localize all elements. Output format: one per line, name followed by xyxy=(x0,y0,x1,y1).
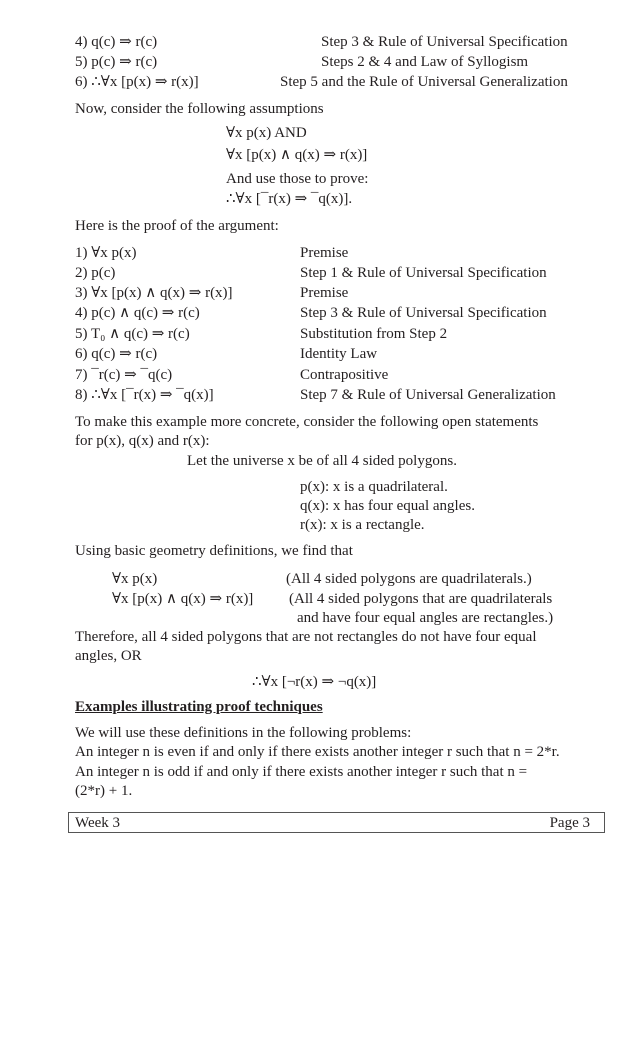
proof-step-reason: Step 1 & Rule of Universal Specification xyxy=(300,265,547,281)
geometry-fact-note: (All 4 sided polygons that are quadrilaterals xyxy=(289,591,553,607)
proof-step-stmt: 7) ¯r(c) ⇒ ¯q(c) xyxy=(75,367,173,383)
assumptions-intro: Now, consider the following assumptions xyxy=(75,101,324,117)
proof-step-stmt: 6) q(c) ⇒ r(c) xyxy=(75,346,158,362)
definitions-line: We will use these definitions in the following problems: xyxy=(75,725,412,741)
concrete-paragraph-line: for p(x), q(x) and r(x): xyxy=(75,433,210,449)
definitions-line: An integer n is even if and only if there exists another integer r such that n = 2*r. xyxy=(75,744,560,760)
proof-step-reason: Premise xyxy=(300,285,349,301)
proof-step-stmt: 8) ∴∀x [¯r(x) ⇒ ¯q(x)] xyxy=(75,387,214,403)
universe-statement: Let the universe x be of all 4 sided polygons. xyxy=(187,453,457,469)
footer-week: Week 3 xyxy=(75,815,121,831)
geometry-fact-stmt: ∀x p(x) xyxy=(112,571,158,587)
top-step-reason: Steps 2 & 4 and Law of Syllogism xyxy=(321,54,529,70)
definitions-line: (2*r) + 1. xyxy=(75,783,133,799)
proof-step-reason: Contrapositive xyxy=(300,367,389,383)
geometry-intro: Using basic geometry definitions, we find that xyxy=(75,543,353,559)
therefore-paragraph-line: Therefore, all 4 sided polygons that are not rectangles do not have four equal xyxy=(75,629,537,645)
top-step-stmt: 4) q(c) ⇒ r(c) xyxy=(75,34,158,50)
proof-step-reason: Premise xyxy=(300,245,349,261)
open-statement: p(x): x is a quadrilateral. xyxy=(300,479,448,495)
therefore-paragraph-line: angles, OR xyxy=(75,648,142,664)
proof-step-reason: Substitution from Step 2 xyxy=(300,326,448,342)
assumption-line: ∀x p(x) AND xyxy=(226,125,307,141)
top-step-reason: Step 5 and the Rule of Universal Generalization xyxy=(280,74,568,90)
geometry-fact-note: (All 4 sided polygons are quadrilaterals.) xyxy=(286,571,532,587)
use-to-prove: And use those to prove: xyxy=(226,171,369,187)
proof-step-stmt: 4) p(c) ∧ q(c) ⇒ r(c) xyxy=(75,305,200,321)
open-statement: r(x): x is a rectangle. xyxy=(300,517,425,533)
assumption-line: ∀x [p(x) ∧ q(x) ⇒ r(x)] xyxy=(226,147,368,163)
footer-page-number: Page 3 xyxy=(549,815,590,831)
open-statement: q(x): x has four equal angles. xyxy=(300,498,475,514)
page-footer xyxy=(68,812,605,833)
proof-intro: Here is the proof of the argument: xyxy=(75,218,279,234)
top-step-stmt: 5) p(c) ⇒ r(c) xyxy=(75,54,158,70)
proof-step-reason: Step 3 & Rule of Universal Specification xyxy=(300,305,547,321)
proof-step-stmt: 3) ∀x [p(x) ∧ q(x) ⇒ r(x)] xyxy=(75,285,233,301)
conclusion-statement: ∴∀x [¬r(x) ⇒ ¬q(x)] xyxy=(252,674,377,690)
proof-step-stmt: 2) p(c) xyxy=(75,265,116,281)
concrete-paragraph-line: To make this example more concrete, consider the following open statements xyxy=(75,414,539,430)
geometry-fact-note-continued: and have four equal angles are rectangles.) xyxy=(297,610,554,626)
proof-step-stmt: 5) T₀ ∧ q(c) ⇒ r(c) xyxy=(75,326,190,342)
section-heading: Examples illustrating proof techniques xyxy=(75,699,323,715)
proof-step-stmt: 1) ∀x p(x) xyxy=(75,245,137,261)
definitions-line: An integer n is odd if and only if there exists another integer r such that n = xyxy=(75,764,528,780)
geometry-fact-stmt: ∀x [p(x) ∧ q(x) ⇒ r(x)] xyxy=(112,591,254,607)
top-step-stmt: 6) ∴∀x [p(x) ⇒ r(x)] xyxy=(75,74,199,90)
top-step-reason: Step 3 & Rule of Universal Specification xyxy=(321,34,568,50)
proof-step-reason: Step 7 & Rule of Universal Generalization xyxy=(300,387,556,403)
proof-step-reason: Identity Law xyxy=(300,346,378,362)
prove-statement: ∴∀x [¯r(x) ⇒ ¯q(x)]. xyxy=(226,191,353,207)
